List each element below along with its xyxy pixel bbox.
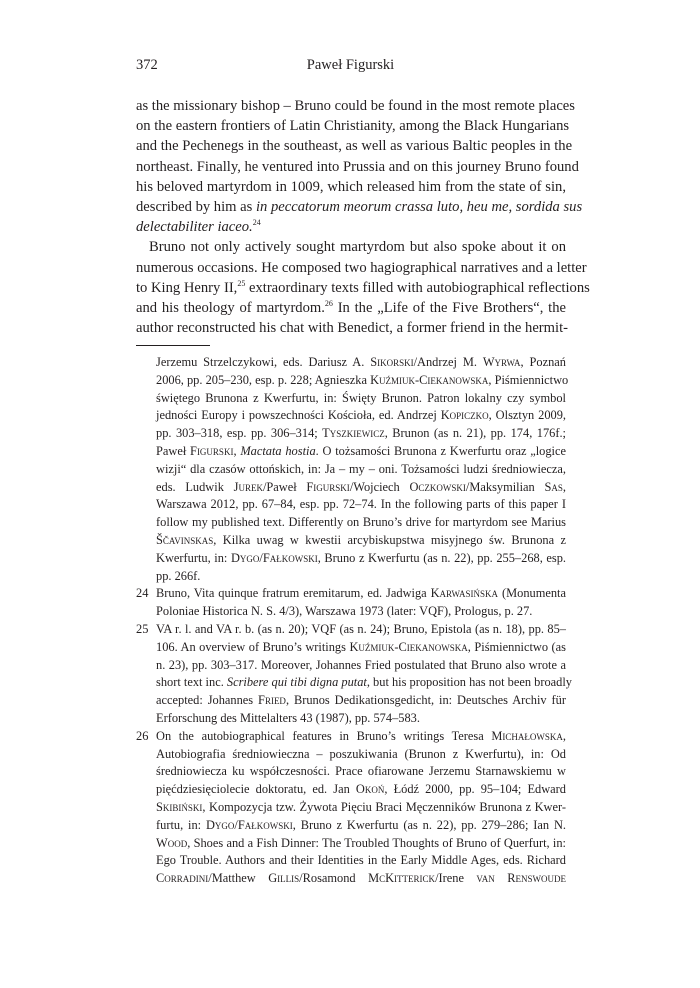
- author-name: Jurek: [233, 479, 263, 494]
- footnote-24: [136, 585, 566, 621]
- text-line: northeast. Finally, he ventured into Prussia and on this journey Bruno found: [136, 158, 579, 175]
- author-name: Corradini: [156, 871, 209, 886]
- footnote-number: 25: [136, 621, 149, 636]
- fn-line: [156, 532, 566, 550]
- text-run: accepted: Johannes: [156, 693, 259, 708]
- text-line: as the missionary bishop – Bruno could be found in the most remote places: [136, 98, 575, 114]
- text-run: 2006, pp. 205–230, esp. p. 228; Agnieszka: [156, 372, 371, 387]
- text-run: /Wojciech: [349, 479, 410, 494]
- text-run: ,: [562, 479, 566, 494]
- text-run: In the „Life of the Five Brothers“, the: [332, 300, 566, 317]
- author-name: Wood: [156, 835, 188, 850]
- fn-line: follow my published text. Differently on Bruno’s drive for martyrdom see Marius: [156, 515, 566, 530]
- fn-line: świętego Brunona z Kwerfurtu, in: Święty Brunon. Patron lokalny czy symbol: [156, 390, 566, 405]
- text-run: , Brunon (as n. 21), pp. 174, 176f.;: [384, 426, 567, 441]
- fn-line: [156, 870, 566, 888]
- fn-line: [156, 639, 566, 657]
- latin-quote: delectabiliter iaceo.: [136, 219, 253, 236]
- text-run: , Brunos Dedikationsgedicht, in: Deutsches Archiv für: [285, 693, 566, 708]
- author-name: Kopiczko: [440, 408, 489, 423]
- text-line: Bruno not only actively sought martyrdom but also spoke about it on: [149, 239, 566, 256]
- text-run: /Andrzej M.: [413, 355, 483, 369]
- text-run: Bruno, Vita quinque fratrum eremitarum, ed. Jadwiga: [156, 586, 431, 601]
- fn-line: [156, 354, 566, 372]
- text-run: , Piśmiennictwo: [488, 372, 569, 387]
- main-text: [136, 96, 590, 338]
- text-run: eds. Ludwik: [156, 479, 234, 494]
- text-run: . O tożsamości Brunona z Kwerfurtu oraz „logice: [315, 443, 566, 458]
- text-run: to King Henry II,: [136, 279, 238, 296]
- author-name: Kuźmiuk-Ciekanowska: [370, 372, 489, 387]
- page-number: 372: [136, 57, 158, 73]
- author-name: Figurski: [190, 443, 234, 458]
- author-name: McKitterick: [368, 871, 436, 886]
- footnote-ref-24[interactable]: 24: [252, 218, 261, 228]
- text-run: /Irene: [435, 871, 477, 886]
- fn-line: pp. 266f.: [156, 568, 201, 583]
- text-run: and his theology of martyrdom.: [136, 300, 325, 317]
- text-run: ,: [233, 443, 241, 458]
- fn-line: [156, 425, 566, 443]
- text-line: numerous occasions. He composed two hagiographical narratives and a letter: [136, 259, 587, 276]
- author-name: Oczkowski: [409, 479, 466, 494]
- author-name: Wyrwa: [482, 355, 521, 369]
- fn-line: [156, 835, 566, 853]
- text-run: , Olsztyn 2009,: [488, 408, 567, 423]
- author-name: Tyszkiewicz: [322, 426, 385, 441]
- fn-line: VA r. l. and VA r. b. (as n. 20); VQF (as n. 24); Bruno, Epistola (as n. 18), pp. 85–: [156, 621, 566, 636]
- fn-line: Autobiografia średniowieczna – poszukiwania (Brunon z Kwerfurtu), in: Od: [156, 746, 566, 761]
- text-run: Paweł: [156, 443, 191, 458]
- text-run: /Paweł: [262, 479, 307, 494]
- fn-line: [156, 550, 566, 568]
- text-line: [136, 298, 566, 318]
- text-run: ,: [562, 728, 566, 743]
- footnote-number: 24: [136, 586, 149, 601]
- author-name: Sikorski: [370, 355, 414, 369]
- author-name: Gillis: [268, 871, 300, 886]
- text-run: pięćdziesięciolecie doktoratu, ed. Jan: [156, 782, 356, 797]
- fn-line: [156, 585, 566, 603]
- latin-quote: in peccatorum meorum crassa luto, heu me, sordida sus: [255, 199, 583, 216]
- author-name: van Renswoude: [476, 871, 566, 886]
- author-name: Dygo/Fałkowski: [230, 550, 318, 565]
- author-name: Sas: [544, 479, 563, 494]
- running-head-author: Paweł Figurski: [306, 57, 395, 73]
- fn-line: Ego Trouble. Authors and their Identities in the Early Middle Ages, eds. Richard: [156, 853, 566, 868]
- author-name: Fried: [258, 693, 286, 708]
- text-run: furtu, in:: [156, 817, 206, 832]
- fn-line: [156, 781, 566, 799]
- footnote-26: [136, 728, 566, 888]
- fn-line: [156, 728, 566, 746]
- text-run: , Shoes and a Fish Dinner: The Troubled Thoughts of Bruno of Querfurt, in:: [187, 835, 566, 850]
- paragraph-1: [136, 96, 583, 237]
- text-run: pp. 303–318, esp. pp. 306–314;: [156, 426, 323, 441]
- fn-line: Warszawa 2012, pp. 67–84, esp. pp. 72–74. In the following parts of this paper I: [156, 497, 566, 512]
- footnote-ref-26[interactable]: 26: [324, 299, 333, 309]
- author-name: Karwasińska: [430, 586, 499, 601]
- text-line: [136, 217, 566, 237]
- author-name: Dygo/Fałkowski: [205, 817, 293, 832]
- footnote-number: 26: [136, 728, 149, 743]
- work-title: Mactata hostia: [240, 443, 316, 458]
- fn-line: średniowiecza ku współczesności. Prace ofiarowane Jerzemu Starnawskiemu w: [156, 764, 566, 779]
- author-name: Figurski: [306, 479, 350, 494]
- author-name: Okoń: [355, 782, 385, 797]
- footnotes: [136, 354, 572, 888]
- text-run: , but his proposition has not been broadly: [366, 675, 572, 690]
- fn-line: [156, 407, 566, 425]
- fn-line: [156, 479, 566, 497]
- text-run: On the autobiographical features in Bruno’s writings Teresa: [156, 728, 492, 743]
- text-line: on the eastern frontiers of Latin Christianity, among the Black Hungarians: [136, 118, 570, 135]
- text-line: his beloved martyrdom in 1009, which released him from the state of sin,: [136, 178, 566, 195]
- footnote-separator: [136, 345, 210, 346]
- fn-line: [156, 692, 566, 710]
- text-run: jedności Europy i powszechności Kościoła, ed. Andrzej: [156, 408, 441, 423]
- fn-line: [156, 372, 569, 390]
- text-run: /Rosamond: [299, 871, 369, 886]
- fn-line: n. 23), pp. 303–317. Moreover, Johannes Fried postulated that Bruno also wrote a: [156, 657, 566, 672]
- author-name: Kuźmiuk-Ciekanowska: [349, 639, 468, 654]
- text-run: /Matthew: [208, 871, 269, 886]
- text-line: [136, 197, 583, 217]
- running-head: [136, 57, 565, 77]
- author-name: Skibiński: [156, 799, 203, 814]
- fn-line: [156, 674, 572, 692]
- text-run: , Bruno z Kwerfurtu (as n. 22), pp. 279–286; Ian N.: [292, 817, 566, 832]
- author-name: Michałowska: [491, 728, 563, 743]
- text-run: , Piśmiennictwo (as: [467, 639, 566, 654]
- text-run: Jerzemu Strzelczykowi, eds. Dariusz A.: [156, 355, 371, 369]
- text-run: , Łódź 2000, pp. 95–104; Edward: [384, 782, 566, 797]
- text-run: 106. An overview of Bruno’s writings: [156, 639, 350, 654]
- text-run: (Monumenta: [498, 586, 566, 601]
- work-title: Scribere qui tibi digna putat: [226, 675, 367, 690]
- fn-line: Erforschung des Mittelalters 43 (1987), pp. 574–583.: [156, 710, 420, 725]
- text-run: , Bruno z Kwerfurtu (as n. 22), pp. 255–268, esp.: [317, 550, 566, 565]
- paragraph-2: [136, 237, 590, 338]
- author-name: Ščavinskas: [156, 532, 214, 547]
- text-run: /Maksymilian: [465, 479, 545, 494]
- text-run: short text inc.: [156, 675, 227, 690]
- text-run: , Kilka uwag w kwestii arcybiskupstwa misyjnego św. Brunona z: [213, 532, 566, 547]
- fn-line: wizji“ dla czasów ottońskich, in: Ja – my – oni. Tożsamości ludzi średniowiecza,: [156, 461, 566, 476]
- text-line: [136, 278, 590, 298]
- text-line: author reconstructed his chat with Benedict, a former friend in the hermit-: [136, 320, 568, 337]
- fn-line: [156, 799, 566, 817]
- text-run: described by him as: [136, 199, 256, 216]
- footnote-25: [136, 621, 572, 728]
- fn-line: Poloniae Historica N. S. 4/3), Warszawa 1973 (later: VQF), Prologus, p. 27.: [156, 604, 533, 619]
- footnote-ref-25[interactable]: 25: [237, 278, 246, 288]
- text-run: , Poznań: [520, 355, 566, 369]
- fn-line: [156, 817, 566, 835]
- footnote-23-continued: [136, 354, 569, 585]
- text-run: , Kompozycja tzw. Żywota Pięciu Braci Męczenników Brunona z Kwer-: [202, 799, 566, 814]
- text-line: and the Pechenegs in the southeast, as well as various Baltic peoples in the: [136, 138, 573, 155]
- fn-line: [156, 443, 566, 461]
- text-run: Kwerfurtu, in:: [156, 550, 231, 565]
- text-run: extraordinary texts filled with autobiographical reflections: [245, 279, 590, 296]
